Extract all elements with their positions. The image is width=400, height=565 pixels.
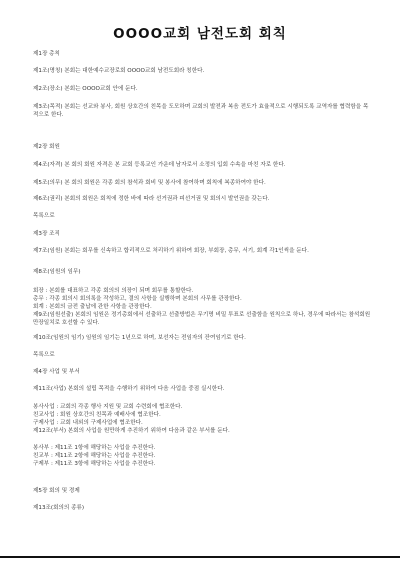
- article-text: 제5조(의무) 본 회의 회원은 각종 회의 참석과 회비 및 봉사에 참여하며 회칙에 복종하여야 한다.: [33, 180, 266, 186]
- chapter-heading: 제4장 사업 및 부서: [33, 369, 80, 375]
- bottom-divider: [0, 556, 400, 558]
- article-text: 제7조(임원) 본회는 회무를 신속하고 합리적으로 처리하기 위하여 회장, 부회장, 총무, 서기, 회계 각1인씩을 둔다.: [33, 248, 309, 254]
- chapter-heading: 제3장 조직: [33, 231, 60, 237]
- chapter-heading: 제1장 총칙: [33, 51, 60, 57]
- article-text: 제9조(임원선출) 본회의 임원은 정기총회에서 선출하고 선출방법은 무기명 비밀 투표로 선출함을 원칙으로 하나, 경우에 따라서는 참석회원 만장일치로 호선할 수 있다.: [33, 312, 371, 326]
- article-text: 구제사업 : 교회 내외의 구제사업에 협조한다.: [33, 420, 143, 426]
- article-text: 제8조(임원의 임무): [33, 269, 81, 275]
- article-text: 제10조(임원의 임기) 임원의 임기는 1년으로 하며, 보선자는 전임자의 잔여임기로 한다.: [33, 335, 246, 341]
- document-title: OOOO교회 남전도회 회칙: [113, 26, 287, 42]
- chapter-heading: 제5장 회의 및 경제: [33, 488, 80, 494]
- article-text: 회계 : 본회의 금전 출납에 관한 사항을 관장한다.: [33, 304, 152, 310]
- chapter-heading: 제2장 회원: [33, 144, 60, 150]
- article-text: 제6조(권리) 본회의 회원은 회칙에 정한 바에 따라 선거권과 피선거권 및 회의시 발언권을 갖는다.: [33, 196, 270, 202]
- article-text: 제4조(자격) 본 회의 회원 자격은 본 교회 등록교인 가운데 남자로서 소정의 입회 수속을 마친 자로 한다.: [33, 162, 286, 168]
- article-text: 제11조(사업) 본회의 설립 목적을 수행하기 위하여 다음 사업을 중점 실시한다.: [33, 386, 225, 392]
- article-text: 제13조(회의의 종류): [33, 505, 85, 511]
- article-text: 총무 : 각종 회의시 회의록을 작성하고, 결의 사항을 실행하며 본회의 사무를 관장한다.: [33, 296, 242, 302]
- article-text: 제1조(명칭) 본회는 대한예수교장로회 OOOO교회 남전도회라 칭한다.: [33, 68, 205, 74]
- article-text: 친교부 : 제11조 2항에 해당하는 사업을 추진한다.: [33, 453, 156, 459]
- article-text: 친교사업 : 회원 상호간의 친목과 예배사에 협조한다.: [33, 412, 161, 418]
- article-text: 봉사부 : 제11조 1항에 해당하는 사업을 추진한다.: [33, 445, 156, 451]
- back-to-list-link[interactable]: 목록으로: [33, 352, 55, 358]
- back-to-list-link[interactable]: 목록으로: [33, 213, 55, 219]
- article-text: 구제부 : 제11조 3항에 해당하는 사업을 추진한다.: [33, 461, 156, 467]
- article-text: 제3조(목적) 본회는 선교와 봉사, 회원 상호간의 친목을 도모하며 교회의 발전과 복음 전도가 효율적으로 시행되도록 교역자를 협력함을 목적으로 한다.: [33, 104, 369, 118]
- article-text: 봉사사업 : 교회의 각종 행사 지원 및 교회 수련회에 협조한다.: [33, 404, 183, 410]
- article-text: 제12조(부서) 본회의 사업을 원만하게 추진하기 위하여 다음과 같은 부서를 둔다.: [33, 428, 230, 434]
- article-text: 제2조(장소) 본회는 OOOO교회 안에 둔다.: [33, 86, 138, 92]
- article-text: 회장 : 본회를 대표하고 각종 회의의 의장이 되며 회무를 통할한다.: [33, 288, 194, 294]
